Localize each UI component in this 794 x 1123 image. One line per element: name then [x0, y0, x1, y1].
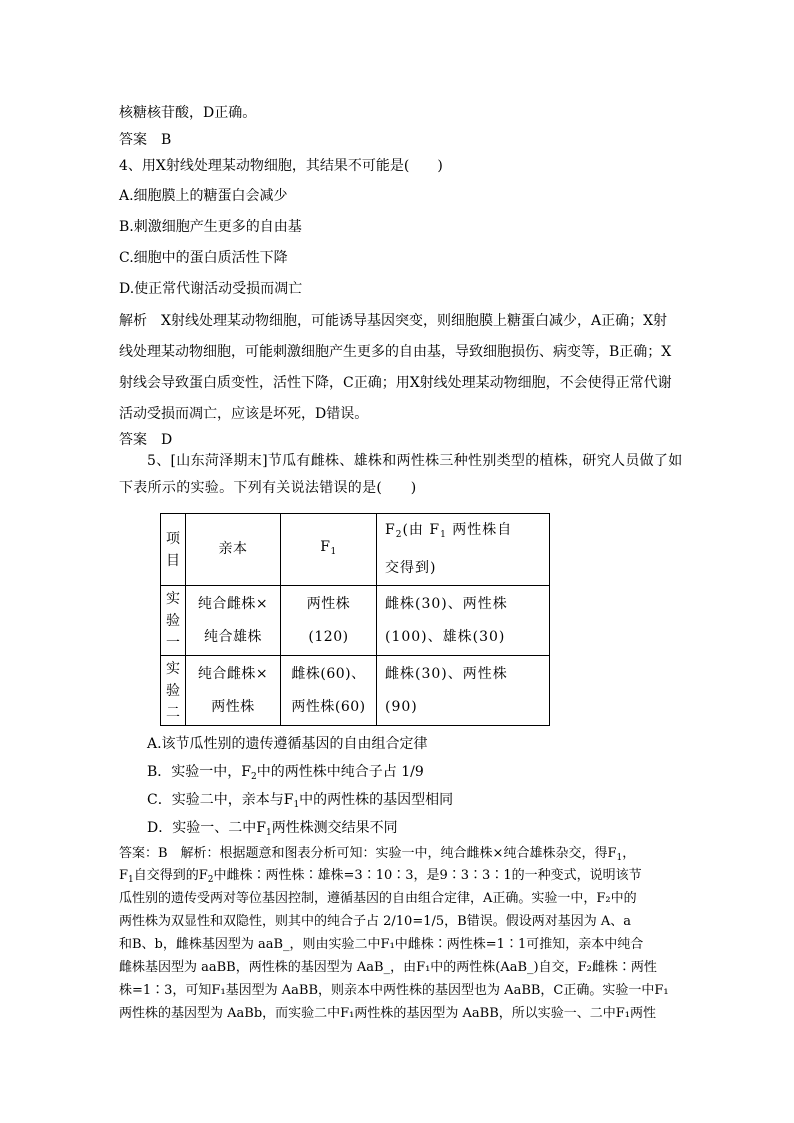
explanation-4-line3: 射线会导致蛋白质变性，活性下降，C正确；用X射线处理某动物细胞，不会使得正常代谢 — [119, 375, 672, 391]
row-f1-line: (120) — [308, 628, 349, 645]
experiment-table — [160, 513, 550, 726]
header-f2-line2: 交得到) — [385, 560, 437, 576]
header-parents-text: 亲本 — [218, 541, 248, 557]
option-4c: C.细胞中的蛋白质活性下降 — [119, 250, 288, 266]
header-f2-post: 两性株自 — [446, 522, 513, 538]
row-f1-line: 两性株 — [306, 595, 351, 612]
row-label — [161, 586, 186, 656]
answer-5-line6: 雌株基因型为 aaBB，两性株的基因型为 AaB_，由F₁中的两性株(AaB_)自交，F₂雌株∶两性 — [119, 960, 657, 975]
header-item-text: 项目 — [166, 530, 180, 569]
option-5c-sub: 1 — [293, 800, 300, 810]
answer-5-line2 — [119, 866, 642, 890]
option-4d: D.使正常代谢活动受损而凋亡 — [119, 281, 303, 297]
answer-5-line4: 两性株为双显性和双隐性，则其中的纯合子占 2/10=1/5，B错误。假设两对基因为 A、a — [119, 914, 631, 929]
question-5-line1: 5、[山东菏泽期末]节瓜有雌株、雄株和两性株三种性别类型的植株，研究人员做了如 — [147, 453, 683, 469]
header-f2 — [377, 514, 550, 586]
explanation-4-line1: 解析 X射线处理某动物细胞，可能诱导基因突变，则细胞膜上糖蛋白减少，A正确；X射 — [119, 313, 668, 329]
answer-5-line2-sub2: 2 — [207, 875, 214, 885]
answer-5-line5: 和B、b，雌株基因型为 aaB_，则由实验二中F₁中雌株∶两性株=1∶1可推知，亲本中纯合 — [119, 937, 644, 952]
option-4b: B.刺激细胞产生更多的自由基 — [119, 219, 302, 235]
table-row — [161, 586, 550, 656]
row-label-char: 实 — [166, 590, 180, 607]
answer-5-line1-pre: 答案：B 解析：根据题意和图表分析可知：实验一中，纯合雌株×纯合雄株杂交，得F — [119, 846, 617, 861]
question-5-line2: 下表所示的实验。下列有关说法错误的是( ) — [119, 480, 417, 496]
row-f2 — [377, 656, 550, 726]
answer-5-line1-post: ， — [622, 846, 636, 861]
row-f2-line: 雌株(30)、两性株 — [385, 665, 508, 682]
row-label-char: 二 — [166, 704, 180, 721]
header-f2-mid: (由 F — [402, 522, 441, 538]
option-5c — [147, 790, 453, 815]
row-parents — [186, 586, 281, 656]
row-label-char: 验 — [166, 612, 180, 629]
option-5a: A.该节瓜性别的遗传遵循基因的自由组合定律 — [147, 736, 428, 752]
row-f2-line: 雌株(30)、两性株 — [385, 595, 508, 612]
row-f1-line: 雌株(60)、 — [291, 665, 366, 682]
option-5d — [147, 818, 398, 843]
option-5d-pre: D．实验一、二中F — [147, 820, 266, 836]
answer-5-line2-post: 中雌株∶两性株∶雄株=3∶10∶3，是9∶3∶3∶1的一种变式，说明该节 — [213, 868, 642, 883]
row-label-char: 验 — [166, 682, 180, 699]
row-f1 — [281, 656, 377, 726]
option-5b-pre: B．实验一中，F — [147, 764, 252, 780]
answer-5-line8: 两性株的基因型为 AaBb，而实验二中F₁两性株的基因型为 AaBB，所以实验一、二中F₁两性 — [119, 1006, 656, 1021]
answer-prev: 答案 B — [119, 132, 172, 148]
table-header-row — [161, 514, 550, 586]
row-f1-line: 两性株(60) — [291, 698, 366, 715]
option-5d-post: 两性株测交结果不同 — [271, 820, 398, 836]
answer-4: 答案 D — [119, 432, 173, 448]
answer-5-line2-f: F — [119, 868, 129, 883]
question-4: 4、用X射线处理某动物细胞，其结果不可能是( ) — [119, 158, 443, 174]
header-f2-sub2: 1 — [440, 530, 447, 540]
row-parents-line: 纯合雌株× — [197, 595, 269, 612]
answer-5-line2-sub1: 1 — [128, 875, 134, 885]
header-f1-sub: 1 — [330, 546, 337, 557]
row-parents-line: 纯合雄株 — [204, 628, 262, 645]
header-f1-text: F — [320, 538, 331, 555]
row-parents-line: 纯合雌株× — [197, 665, 269, 682]
explanation-4-line4: 活动受损而凋亡，应该是坏死，D错误。 — [119, 406, 369, 422]
header-parents — [186, 514, 281, 586]
option-4a: A.细胞膜上的糖蛋白会减少 — [119, 188, 288, 204]
row-label-char: 实 — [166, 660, 180, 677]
row-f2 — [377, 586, 550, 656]
option-5b — [147, 762, 424, 787]
row-f2-line: (100)、雄株(30) — [385, 628, 506, 645]
row-f2-line: (90) — [385, 698, 418, 715]
line-prev-end: 核糖核苷酸，D正确。 — [119, 105, 257, 121]
answer-5-line2-mid: 自交得到的F — [133, 868, 208, 883]
row-f1 — [281, 586, 377, 656]
answer-5-line1 — [119, 844, 635, 868]
header-f2-f: F — [385, 522, 396, 538]
row-label-char: 一 — [166, 634, 180, 651]
table-row — [161, 656, 550, 726]
header-f2-sub: 2 — [395, 530, 403, 540]
row-parents — [186, 656, 281, 726]
option-5c-pre: C．实验二中，亲本与F — [147, 792, 294, 808]
header-f2-line1 — [385, 514, 549, 552]
answer-5-line3: 瓜性别的遗传受两对等位基因控制，遵循基因的自由组合定律，A正确。实验一中，F₂中的 — [119, 891, 637, 906]
row-parents-line: 两性株 — [211, 698, 255, 715]
answer-5-line7: 株=1∶3，可知F₁基因型为 AaBB，则亲本中两性株的基因型也为 AaBB，C正确。实验一中F₁ — [119, 983, 669, 998]
option-5c-post: 中的两性株的基因型相同 — [299, 792, 454, 808]
answer-5-line1-sub: 1 — [616, 853, 623, 863]
option-5b-sub: 2 — [251, 772, 257, 782]
explanation-4-line2: 线处理某动物细胞，可能刺激细胞产生更多的自由基，导致细胞损伤、病变等，B正确；X — [119, 344, 672, 360]
header-f1 — [281, 514, 377, 586]
option-5d-sub: 1 — [265, 828, 272, 838]
option-5b-post: 中的两性株中纯合子占 1/9 — [256, 764, 424, 780]
header-item — [161, 514, 186, 586]
row-label — [161, 656, 186, 726]
